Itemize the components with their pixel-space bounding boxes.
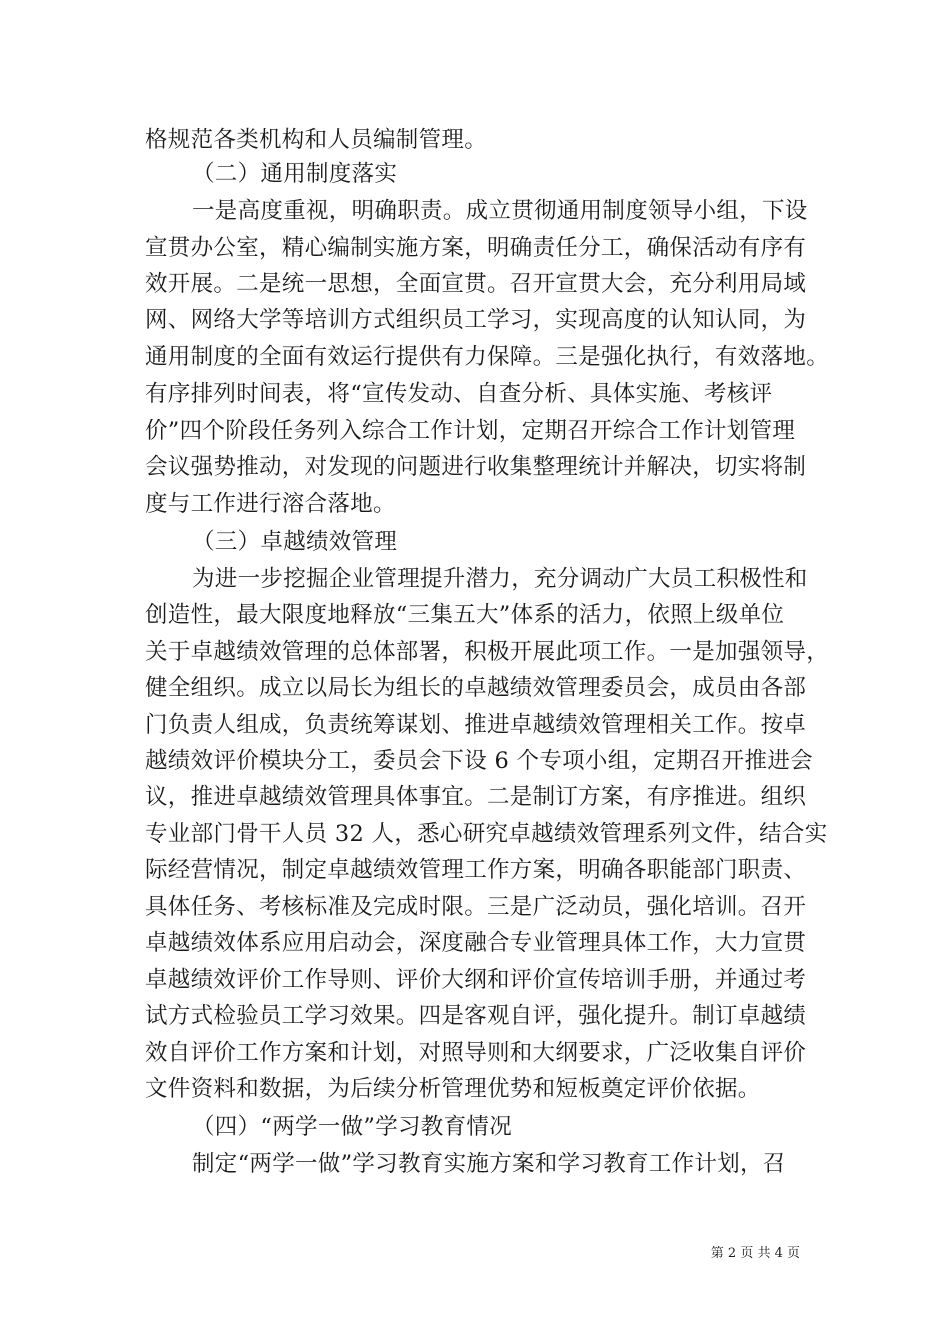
section-heading-3: （三）卓越绩效管理 xyxy=(192,529,398,555)
paragraph-line: 一是高度重视，明确职责。成立贯彻通用制度领导小组，下设 xyxy=(192,198,808,224)
paragraph-line: 门负责人组成，负责统筹谋划、推进卓越绩效管理相关工作。按卓 xyxy=(145,712,807,738)
paragraph-line: 专业部门骨干人员 32 人，悉心研究卓越绩效管理系列文件，结合实 xyxy=(145,821,828,847)
paragraph-line: 网、网络大学等培训方式组织员工学习，实现高度的认知认同，为 xyxy=(145,307,807,333)
paragraph-line: 通用制度的全面有效运行提供有力保障。三是强化执行，有效落地。 xyxy=(145,344,830,370)
paragraph-line: 文件资料和数据，为后续分析管理优势和短板奠定评价依据。 xyxy=(145,1076,761,1102)
section-heading-4: （四）“两学一做”学习教育情况 xyxy=(192,1114,513,1140)
paragraph-line: 际经营情况，制定卓越绩效管理工作方案，明确各职能部门职责、 xyxy=(145,857,807,883)
paragraph-line: 创造性，最大限度地释放“三集五大”体系的活力，依照上级单位 xyxy=(145,602,785,628)
paragraph-line: 制定“两学一做”学习教育实施方案和学习教育工作计划，召 xyxy=(192,1151,786,1177)
paragraph-line: 度与工作进行溶合落地。 xyxy=(145,491,396,517)
paragraph-line: 越绩效评价模块分工，委员会下设 6 个专项小组，定期召开推进会 xyxy=(145,748,813,774)
paragraph-line: 宣贯办公室，精心编制实施方案，明确责任分工，确保活动有序有 xyxy=(145,235,807,261)
page-number-footer: 第 2 页 共 4 页 xyxy=(710,1246,800,1261)
paragraph-line: 会议强势推动，对发现的问题进行收集整理统计并解决，切实将制 xyxy=(145,454,807,480)
paragraph-line: 具体任务、考核标准及完成时限。三是广泛动员，强化培训。召开 xyxy=(145,894,807,920)
paragraph-line: 健全组织。成立以局长为组长的卓越绩效管理委员会，成员由各部 xyxy=(145,675,807,701)
paragraph-line: 价”四个阶段任务列入综合工作计划，定期召开综合工作计划管理 xyxy=(145,418,796,444)
paragraph-line: 效开展。二是统一思想，全面宣贯。召开宣贯大会，充分利用局域 xyxy=(145,271,807,297)
paragraph-line: 有序排列时间表，将“宣传发动、自查分析、具体实施、考核评 xyxy=(145,381,773,407)
paragraph-line: 关于卓越绩效管理的总体部署，积极开展此项工作。一是加强领导， xyxy=(145,639,830,665)
paragraph-line: 为进一步挖掘企业管理提升潜力，充分调动广大员工积极性和 xyxy=(192,566,808,592)
paragraph-line: 格规范各类机构和人员编制管理。 xyxy=(145,127,488,153)
section-heading-2: （二）通用制度落实 xyxy=(192,161,398,187)
paragraph-line: 卓越绩效评价工作导则、评价大纲和评价宣传培训手册，并通过考 xyxy=(145,967,807,993)
paragraph-line: 效自评价工作方案和计划，对照导则和大纲要求，广泛收集自评价 xyxy=(145,1040,807,1066)
paragraph-line: 议，推进卓越绩效管理具体事宜。二是制订方案，有序推进。组织 xyxy=(145,784,807,810)
paragraph-line: 卓越绩效体系应用启动会，深度融合专业管理具体工作，大力宣贯 xyxy=(145,930,807,956)
paragraph-line: 试方式检验员工学习效果。四是客观自评，强化提升。制订卓越绩 xyxy=(145,1003,807,1029)
